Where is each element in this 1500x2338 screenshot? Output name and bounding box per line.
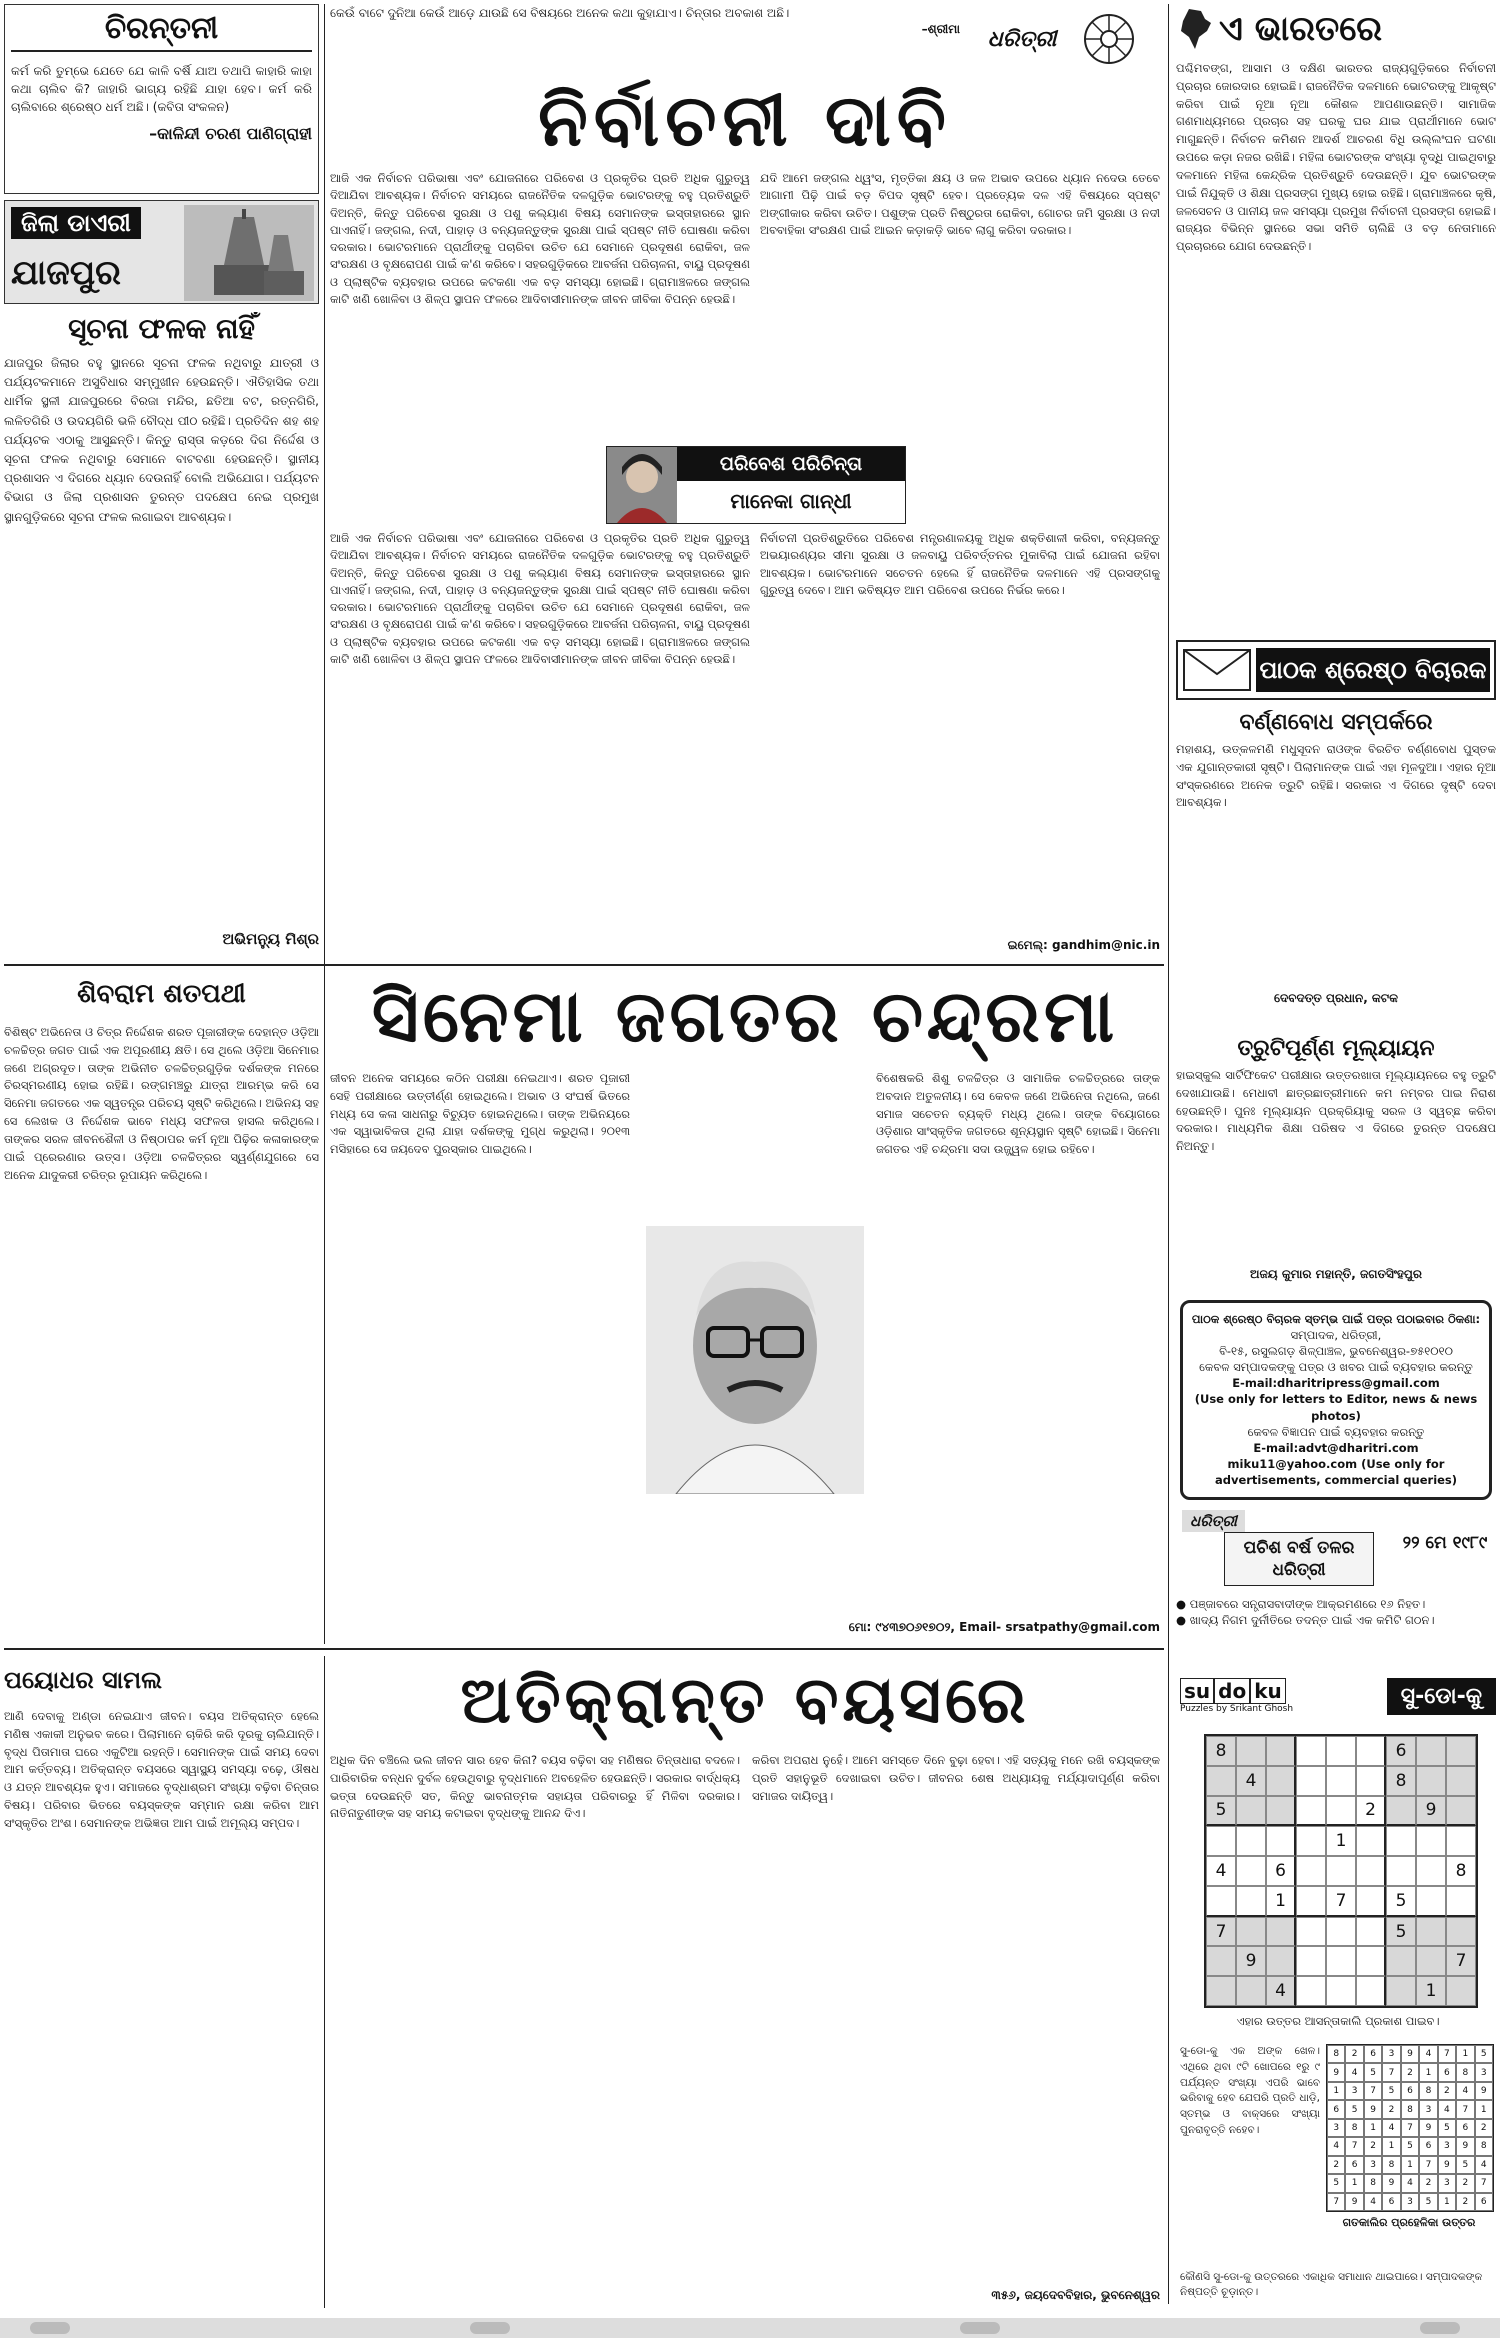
solution-cell: 3 [1475, 2063, 1493, 2081]
archive-date: ୨୨ ମେ ୧୯୮୯ [1402, 1533, 1488, 1553]
sudoku-title: ସୁ-ଡୋ-କୁ [1387, 1678, 1496, 1715]
letter-2 [1176, 1036, 1496, 1296]
address-email-1[interactable]: E-mail:dharitripress@gmail.com [1232, 1376, 1440, 1391]
district-diary-banner [4, 200, 319, 304]
sudoku-cell[interactable]: 1 [1326, 1826, 1356, 1856]
sudoku-cell[interactable] [1446, 1917, 1476, 1947]
sudoku-instructions-text: ସୁ-ଡୋ-କୁ ଏକ ଅଙ୍କ ଖେଳ। ଏଥିରେ ଥିବା ୯ଟି ଖୋପରେ ୧ରୁ ୯ ପର୍ଯ୍ୟନ୍ତ ସଂଖ୍ୟା ଏପରି ଭାବେ ଭରିବାକୁ ହେବ ଯେପରି ପ୍ରତି ଧାଡ଼ି, ସ୍ତମ୍ଭ ଓ ବାକ୍ସରେ ସଂଖ୍ୟା ପୁନରାବୃତ୍ତି ନହେବ। [1180, 2045, 1320, 2136]
sudoku-logo-part-1: su [1180, 1678, 1214, 1704]
sudoku-solution [1326, 2044, 1492, 2244]
solution-cell: 3 [1401, 2193, 1419, 2211]
sudoku-cell[interactable] [1326, 1796, 1356, 1827]
old-age-body-right [752, 1752, 1160, 2282]
sudoku-cell[interactable] [1416, 1766, 1446, 1796]
letter-1 [1176, 710, 1496, 1030]
solution-cell: 9 [1401, 2045, 1419, 2063]
sudoku-cell[interactable]: 1 [1266, 1886, 1296, 1917]
solution-cell: 4 [1327, 2137, 1345, 2155]
solution-cell: 1 [1456, 2045, 1474, 2063]
solution-cell: 6 [1475, 2193, 1493, 2211]
sudoku-cell[interactable] [1266, 1736, 1296, 1766]
archive-label: ପଚିଶ ବର୍ଷ ତଳର ଧରିତ୍ରୀ [1224, 1532, 1374, 1586]
old-age-text-right: କରିବା ଅପରାଧ ନୁହେଁ। ଆମେ ସମସ୍ତେ ଦିନେ ବୁଢ଼ା ହେବା। ଏହି ସତ୍ୟକୁ ମନେ ରଖି ବୟସ୍କଙ୍କ ପ୍ରତି ସହାନୁଭୂତି ଦେଖାଇବା ଉଚିତ। ଜୀବନର ଶେଷ ଅଧ୍ୟାୟକୁ ମର୍ଯ୍ୟାଦାପୂର୍ଣ୍ଣ କରିବା ସମାଜର ଦାୟିତ୍ୱ। [752, 1753, 1160, 1803]
address-ad-note: କେବଳ ବିଜ୍ଞାପନ ପାଇଁ ବ୍ୟବହାର କରନ୍ତୁ [1247, 1424, 1425, 1439]
letter-1-byline: ଦେବଦତ୍ତ ପ୍ରଧାନ, କଟକ [1274, 991, 1398, 1005]
solution-cell: 6 [1456, 2119, 1474, 2137]
sudoku-cell[interactable] [1206, 1976, 1236, 2006]
lead-body-bottom-left [330, 530, 750, 950]
old-age-byline: ୩୫୬, ଜୟଦେବବିହାର, ଭୁବନେଶ୍ୱର [991, 2288, 1160, 2302]
lead-text-bottom-left: ଆଜି ଏକ ନିର୍ବାଚନ ପରିଭାଷା ଏବଂ ଯୋଜନାରେ ପରିବେଶ ଓ ପ୍ରକୃତିର ପ୍ରତି ଅଧିକ ଗୁରୁତ୍ୱ ଦିଆଯିବା ଆବଶ୍ୟକ। ନିର୍ବାଚନ ସମୟରେ ରାଜନୈତିକ ଦଳଗୁଡ଼ିକ ଭୋଟରଙ୍କୁ ବହୁ ପ୍ରତିଶ୍ରୁତି ଦିଅନ୍ତି, କିନ୍ତୁ ପରିବେଶ ସୁରକ୍ଷା ଓ ପଶୁ କଲ୍ୟାଣ ବିଷୟ ସେମାନଙ୍କ ଇସ୍ତାହାରରେ ସ୍ଥାନ ପାଏନାହିଁ। ଜଙ୍ଗଲ, ନଦୀ, ପାହାଡ଼ ଓ ବନ୍ୟଜନ୍ତୁଙ୍କ ସୁରକ୍ଷା ପାଇଁ ସ୍ପଷ୍ଟ ନୀତି ଘୋଷଣା କରିବା ଦରକାର। ଭୋଟରମାନେ ପ୍ରାର୍ଥୀଙ୍କୁ ପଚାରିବା ଉଚିତ ଯେ ସେମାନେ ପ୍ରଦୂଷଣ ରୋକିବା, ଜଳ ସଂରକ୍ଷଣ ଓ ବୃକ୍ଷରୋପଣ ପାଇଁ କ'ଣ କରିବେ। ସହରଗୁଡ଼ିକରେ ଆବର୍ଜନା ପରିଚାଳନା, ବାୟୁ ପ୍ରଦୂଷଣ ଓ ପ୍ଲାଷ୍ଟିକ ବ୍ୟବହାର ଉପରେ କଟକଣା ଏକ ବଡ଼ ସମସ୍ୟା ହୋଇଛି। ଗ୍ରାମାଞ୍ଚଳରେ ଜଙ୍ଗଲ କାଟି ଖଣି ଖୋଳିବା ଓ ଶିଳ୍ପ ସ୍ଥାପନ ଫଳରେ ଆଦିବାସୀମାନଙ୍କ ଜୀବନ ଜୀବିକା ବିପନ୍ନ ହେଉଛି। [330, 531, 750, 666]
old-age-body-mid [330, 1752, 740, 2308]
sudoku-cell[interactable] [1356, 1976, 1386, 2006]
sudoku-cell[interactable] [1266, 1826, 1296, 1856]
solution-cell: 5 [1401, 2137, 1419, 2155]
sudoku-cell[interactable] [1356, 1736, 1386, 1766]
old-age-author: ପୟୋଧର ସାମଲ [4, 1666, 162, 1694]
solution-cell: 9 [1475, 2082, 1493, 2100]
archive-item-1: ● ପଞ୍ଜାବରେ ସନ୍ତ୍ରାସବାଦୀଙ୍କ ଆକ୍ରମଣରେ ୧୬ ନିହତ। [1176, 1597, 1426, 1611]
sudoku-cell[interactable] [1236, 1856, 1266, 1886]
solution-cell: 9 [1419, 2119, 1437, 2137]
solution-cell: 3 [1327, 2119, 1345, 2137]
solution-cell: 9 [1438, 2156, 1456, 2174]
address-email-3[interactable]: miku11@yahoo.com (Use only for advertisements, commercial queries) [1214, 1456, 1458, 1487]
sudoku-cell[interactable]: 1 [1416, 1976, 1446, 2006]
address-line-1: ସମ୍ପାଦକ, ଧରିତ୍ରୀ, [1290, 1328, 1382, 1343]
solution-cell: 8 [1382, 2156, 1400, 2174]
solution-cell: 3 [1382, 2045, 1400, 2063]
column-name: ପରିବେଶ ପରିଚିନ୍ତା [677, 447, 905, 481]
sudoku-cell[interactable] [1236, 1976, 1266, 2006]
sudoku-cell[interactable]: 8 [1386, 1766, 1416, 1796]
sudoku-cell[interactable] [1446, 1826, 1476, 1856]
solution-cell: 3 [1438, 2174, 1456, 2192]
sudoku-cell[interactable]: 9 [1416, 1796, 1446, 1827]
sudoku-cell[interactable] [1386, 1976, 1416, 2006]
sudoku-cell[interactable] [1296, 1766, 1326, 1796]
sudoku-cell[interactable] [1296, 1917, 1326, 1947]
sudoku-cell[interactable] [1296, 1976, 1326, 2006]
divider-left [324, 4, 325, 1644]
solution-cell: 7 [1401, 2119, 1419, 2137]
sudoku-solution-label: ଗତକାଲିର ପ୍ରହେଳିକା ଉତ୍ତର [1342, 2216, 1476, 2229]
scrollbar-thumb-right[interactable] [1420, 2322, 1460, 2334]
horizontal-scrollbar[interactable] [0, 2318, 1500, 2338]
sudoku-cell[interactable] [1416, 1736, 1446, 1766]
sudoku-cell[interactable]: 5 [1386, 1917, 1416, 1947]
old-age-text-left: ଆଣି ଦେବାକୁ ଅଣ୍ଡା ନେଇଯାଏ ଜୀବନ। ବୟସ ଅତିକ୍ରାନ୍ତ ହେଲେ ମଣିଷ ଏକାକୀ ଅନୁଭବ କରେ। ପିଲାମାନେ ଚାକିରି କରି ଦୂରକୁ ଚାଲିଯାନ୍ତି। ବୃଦ୍ଧ ପିତାମାତା ଘରେ ଏକୁଟିଆ ରହନ୍ତି। ସେମାନଙ୍କ ପାଇଁ ସମୟ ଦେବା ଆମ କର୍ତ୍ତବ୍ୟ। ଅତିକ୍ରାନ୍ତ ବୟସରେ ସ୍ୱାସ୍ଥ୍ୟ ସମସ୍ୟା ବଢ଼େ, ଔଷଧ ଓ ଯତ୍ନ ଆବଶ୍ୟକ ହୁଏ। ସମାଜରେ ବୃଦ୍ଧାଶ୍ରମ ସଂଖ୍ୟା ବଢ଼ିବା ଚିନ୍ତାର ବିଷୟ। ପରିବାର ଭିତରେ ବୟସ୍କଙ୍କ ସମ୍ମାନ ରକ୍ଷା କରିବା ଆମ ସଂସ୍କୃତିର ଅଂଶ। ସେମାନଙ୍କ ଅଭିଜ୍ଞତା ଆମ ପାଇଁ ଅମୂଲ୍ୟ ସମ୍ପଦ। [4, 1709, 319, 1830]
india-map-icon [1175, 7, 1215, 51]
sudoku-cell[interactable] [1296, 1796, 1326, 1827]
address-email-note: କେବଳ ସମ୍ପାଦକଙ୍କୁ ପତ୍ର ଓ ଖବର ପାଇଁ ବ୍ୟବହାର କରନ୍ତୁ [1199, 1360, 1473, 1375]
notice-body: ଯାଜପୁର ଜିଲାର ବହୁ ସ୍ଥାନରେ ସୂଚନା ଫଳକ ନଥିବାରୁ ଯାତ୍ରୀ ଓ ପର୍ଯ୍ୟଟକମାନେ ଅସୁବିଧାର ସମ୍ମୁଖୀନ ହେଉଛନ୍ତି। ଐତିହାସିକ ତଥା ଧାର୍ମିକ ସ୍ଥଳୀ ଯାଜପୁରରେ ବିରଜା ମନ୍ଦିର, ଛତିଆ ବଟ, ରତ୍ନଗିରି, ଲଳିତଗିରି ଓ ଉଦୟଗିରି ଭଳି ବୌଦ୍ଧ ପୀଠ ରହିଛି। ପ୍ରତିଦିନ ଶହ ଶହ ପର୍ଯ୍ୟଟକ ଏଠାକୁ ଆସୁଛନ୍ତି। କିନ୍ତୁ ରାସ୍ତା କଡ଼ରେ ଦିଗ ନିର୍ଦ୍ଦେଶ ଓ ସୂଚନା ଫଳକ ନଥିବାରୁ ସେମାନେ ବାଟବଣା ହେଉଛନ୍ତି। ସ୍ଥାନୀୟ ପ୍ରଶାସନ ଏ ଦିଗରେ ଧ୍ୟାନ ଦେଉନାହିଁ ବୋଲି ଅଭିଯୋଗ। ପର୍ଯ୍ୟଟନ ବିଭାଗ ଓ ଜିଲା ପ୍ରଶାସନ ତୁରନ୍ତ ପଦକ୍ଷେପ ନେଇ ପ୍ରମୁଖ ସ୍ଥାନଗୁଡ଼ିକରେ ସୂଚନା ଫଳକ ଲଗାଇବା ଆବଶ୍ୟକ। [4, 356, 319, 524]
sudoku-cell[interactable] [1446, 1886, 1476, 1917]
divider-h-1 [4, 964, 1164, 966]
sudoku-cell[interactable] [1356, 1886, 1386, 1917]
sudoku-cell[interactable] [1386, 1946, 1416, 1976]
sudoku-cell[interactable] [1356, 1917, 1386, 1947]
solution-cell: 2 [1419, 2174, 1437, 2192]
solution-cell: 1 [1401, 2156, 1419, 2174]
sudoku-header [1180, 1668, 1496, 1724]
solution-cell: 3 [1345, 2082, 1363, 2100]
sudoku-cell[interactable] [1206, 1946, 1236, 1976]
sudoku-instructions [1180, 2044, 1320, 2294]
solution-cell: 6 [1364, 2045, 1382, 2063]
sudoku-cell[interactable] [1416, 1946, 1446, 1976]
solution-cell: 5 [1438, 2119, 1456, 2137]
sudoku-cell[interactable] [1236, 1796, 1266, 1827]
sudoku-cell[interactable] [1266, 1917, 1296, 1947]
sudoku-cell[interactable] [1386, 1796, 1416, 1827]
solution-cell: 1 [1419, 2063, 1437, 2081]
lead-email: ଇମେଲ୍: gandhim@nic.in [1007, 938, 1160, 952]
old-age-headline: ଅତିକ୍ରାନ୍ତ ବୟସରେ [460, 1664, 1030, 1738]
diary-label: ଜିଲା ଡାଏରୀ [11, 207, 141, 239]
address-box [1180, 1300, 1492, 1500]
sudoku-cell[interactable] [1326, 1946, 1356, 1976]
sudoku-cell[interactable] [1356, 1826, 1386, 1856]
solution-cell: 5 [1382, 2082, 1400, 2100]
top-quote-author: –ଶ୍ରୀମା [921, 22, 960, 36]
right-column-article [1176, 60, 1496, 630]
sudoku-cell[interactable] [1446, 1736, 1476, 1766]
poem-author: –କାଳିନ୍ଦୀ ଚରଣ ପାଣିଗ୍ରାହୀ [149, 124, 312, 143]
sudoku-cell[interactable] [1446, 1976, 1476, 2006]
address-email-2[interactable]: E-mail:advt@dharitri.com [1253, 1440, 1419, 1455]
divider-old-age [324, 1656, 325, 2308]
solution-cell: 7 [1456, 2100, 1474, 2118]
solution-cell: 5 [1327, 2174, 1345, 2192]
sudoku-cell[interactable] [1236, 1886, 1266, 1917]
sudoku-cell[interactable]: 4 [1206, 1856, 1236, 1886]
sudoku-cell[interactable]: 7 [1326, 1886, 1356, 1917]
solution-cell: 9 [1327, 2063, 1345, 2081]
sudoku-cell[interactable] [1326, 1766, 1356, 1796]
divider-h-2 [4, 1648, 1164, 1650]
notice-byline: ଅଭିମନ୍ୟୁ ମିଶ୍ର [222, 930, 319, 948]
solution-cell: 7 [1364, 2082, 1382, 2100]
sudoku-cell[interactable]: 8 [1206, 1736, 1236, 1766]
sudoku-cell[interactable] [1236, 1826, 1266, 1856]
sudoku-cell[interactable] [1266, 1766, 1296, 1796]
cinema-body-mid [330, 1070, 630, 1640]
sudoku-cell[interactable] [1446, 1796, 1476, 1827]
letter-2-title: ତ୍ରୁଟିପୂର୍ଣ୍ଣ ମୂଲ୍ୟାୟନ [1237, 1036, 1435, 1061]
address-line-2: ବି-୧୫, ରସୁଲଗଡ଼ ଶିଳ୍ପାଞ୍ଚଳ, ଭୁବନେଶ୍ୱର-୭୫୧୦୧୦ [1219, 1344, 1453, 1359]
solution-cell: 6 [1438, 2063, 1456, 2081]
lead-body-right [760, 530, 1160, 930]
sudoku-cell[interactable] [1326, 1917, 1356, 1947]
solution-cell: 1 [1364, 2119, 1382, 2137]
sudoku-logo-part-2: do [1214, 1678, 1250, 1704]
sudoku-cell[interactable]: 7 [1446, 1946, 1476, 1976]
sudoku-cell[interactable]: 7 [1206, 1917, 1236, 1947]
scrollbar-thumb-mid[interactable] [470, 2322, 510, 2334]
sudoku-cell[interactable] [1326, 1976, 1356, 2006]
sudoku-bottom-text: କୌଣସି ସୁ-ଡୋ-କୁ ଉତ୍ତରରେ ଏକାଧିକ ସମାଧାନ ଥାଇପାରେ। ସମ୍ପାଦକଙ୍କ ନିଷ୍ପତ୍ତି ଚୂଡ଼ାନ୍ତ। [1180, 2271, 1483, 2298]
solution-cell: 5 [1364, 2063, 1382, 2081]
solution-cell: 1 [1438, 2193, 1456, 2211]
sudoku-cell[interactable] [1446, 1766, 1476, 1796]
letter-2-byline: ଅଜୟ କୁମାର ମହାନ୍ତି, ଜଗତସିଂହପୁର [1249, 1267, 1422, 1281]
cinema-text-right: ବିଶେଷକରି ଶିଶୁ ଚଳଚ୍ଚିତ୍ର ଓ ସାମାଜିକ ଚଳଚ୍ଚିତ୍ରରେ ତାଙ୍କ ଅବଦାନ ଅତୁଳନୀୟ। ସେ କେବଳ ଜଣେ ଅଭିନେତା ନଥିଲେ, ଜଣେ ସମାଜ ସଚେତନ ବ୍ୟକ୍ତି ମଧ୍ୟ ଥିଲେ। ତାଙ୍କ ବିୟୋଗରେ ଓଡ଼ିଶାର ସାଂସ୍କୃତିକ ଜଗତରେ ଶୂନ୍ୟସ୍ଥାନ ସୃଷ୍ଟି ହୋଇଛି। ସିନେମା ଜଗତର ଏହି ଚନ୍ଦ୍ରମା ସଦା ଉଜ୍ଜ୍ୱଳ ହୋଇ ରହିବେ। [876, 1071, 1160, 1157]
sudoku-cell[interactable]: 6 [1266, 1856, 1296, 1886]
archive-item-2: ● ଖାଦ୍ୟ ନିଗମ ଦୁର୍ନୀତିରେ ତଦନ୍ତ ପାଇଁ ଏକ କମିଟି ଗଠନ। [1176, 1613, 1435, 1628]
sudoku-cell[interactable] [1326, 1736, 1356, 1766]
solution-cell: 5 [1419, 2193, 1437, 2211]
solution-cell: 7 [1382, 2063, 1400, 2081]
solution-cell: 5 [1456, 2156, 1474, 2174]
old-age-body-left [4, 1708, 319, 2310]
solution-cell: 8 [1327, 2045, 1345, 2063]
sudoku-credit: Puzzles by Srikant Ghosh [1180, 1704, 1294, 1714]
solution-cell: 8 [1364, 2174, 1382, 2192]
solution-cell: 6 [1382, 2193, 1400, 2211]
solution-cell: 2 [1475, 2119, 1493, 2137]
sudoku-logo-part-3: ku [1250, 1678, 1286, 1704]
archive-items [1176, 1596, 1496, 1660]
solution-cell: 2 [1456, 2174, 1474, 2192]
old-age-text-mid: ଅଧିକ ଦିନ ବଞ୍ଚିଲେ ଭଲ ଜୀବନ ସାର ହେବ କିନା? ବୟସ ବଢ଼ିବା ସହ ମଣିଷର ଚିନ୍ତାଧାରା ବଦଳେ। ପାରିବାରିକ ବନ୍ଧନ ଦୁର୍ବଳ ହେଉଥିବାରୁ ବୃଦ୍ଧମାନେ ଅବହେଳିତ ହେଉଛନ୍ତି। ସରକାର ବାର୍ଦ୍ଧକ୍ୟ ଭତ୍ତା ଦେଉଛନ୍ତି ସତ, କିନ୍ତୁ ଭାବନାତ୍ମକ ସହାୟତା ପରିବାରରୁ ହିଁ ମିଳିବା ଦରକାର। ନାତିନାତୁଣୀଙ୍କ ସହ ସମୟ କଟାଇବା ବୃଦ୍ଧଙ୍କୁ ଆନନ୍ଦ ଦିଏ। [330, 1753, 740, 1821]
author-photo [607, 447, 677, 523]
sudoku-cell[interactable] [1356, 1856, 1386, 1886]
letter-1-title: ବର୍ଣ୍ଣବୋଧ ସମ୍ପର୍କରେ [1239, 710, 1433, 735]
solution-cell: 7 [1419, 2156, 1437, 2174]
sudoku-cell[interactable] [1296, 1736, 1326, 1766]
sudoku-cell[interactable]: 2 [1356, 1796, 1386, 1827]
solution-cell: 8 [1401, 2100, 1419, 2118]
solution-cell: 5 [1345, 2100, 1363, 2118]
solution-cell: 2 [1438, 2082, 1456, 2100]
solution-cell: 8 [1456, 2063, 1474, 2081]
solution-cell: 5 [1475, 2045, 1493, 2063]
sudoku-cell[interactable] [1296, 1886, 1326, 1917]
solution-cell: 4 [1382, 2119, 1400, 2137]
sudoku-note: ଏହାର ଉତ୍ତର ଆସନ୍ତାକାଲି ପ୍ରକାଶ ପାଇବ। [1236, 2014, 1440, 2028]
letter-1-body: ମହାଶୟ, ଉତ୍କଳମଣି ମଧୁସୂଦନ ରାଓଙ୍କ ବିରଚିତ ବର୍ଣ୍ଣବୋଧ ପୁସ୍ତକ ଏକ ଯୁଗାନ୍ତକାରୀ ସୃଷ୍ଟି। ପିଲାମାନଙ୍କ ପାଇଁ ଏହା ମୂଳଦୁଆ। ଏହାର ନୂଆ ସଂସ୍କରଣରେ ଅନେକ ତ୍ରୁଟି ରହିଛି। ସରକାର ଏ ଦିଗରେ ଦୃଷ୍ଟି ଦେବା ଆବଶ୍ୟକ। [1176, 742, 1496, 810]
solution-cell: 7 [1475, 2174, 1493, 2192]
right-column-logo-text: ଏ ଭାରତରେ [1219, 9, 1383, 49]
solution-cell: 9 [1456, 2137, 1474, 2155]
solution-cell: 4 [1438, 2100, 1456, 2118]
cinema-author: ଶିବରାମ ଶତପଥୀ [77, 979, 246, 1009]
solution-cell: 9 [1364, 2100, 1382, 2118]
top-quote [330, 4, 960, 74]
address-title: ପାଠକ ଶ୍ରେଷ୍ଠ ବିଚାରକ ସ୍ତମ୍ଭ ପାଇଁ ପତ୍ର ପଠାଇବାର ଠିକଣା: [1191, 1312, 1481, 1326]
solution-cell: 3 [1419, 2100, 1437, 2118]
sudoku-cell[interactable] [1236, 1917, 1266, 1947]
solution-cell: 2 [1456, 2193, 1474, 2211]
column-author: ମାନେକା ଗାନ୍ଧୀ [730, 489, 852, 513]
sudoku-cell[interactable] [1236, 1736, 1266, 1766]
letters-banner-title: ପାଠକ ଶ୍ରେଷ୍ଠ ବିଚାରକ [1256, 648, 1490, 692]
cinema-headline: ସିନେମା ଜଗତର ଚନ୍ଦ୍ରମା [371, 974, 1119, 1058]
sudoku-cell[interactable] [1266, 1946, 1296, 1976]
sudoku-cell[interactable] [1386, 1826, 1416, 1856]
sudoku-cell[interactable] [1206, 1886, 1236, 1917]
solution-cell: 4 [1475, 2156, 1493, 2174]
solution-cell: 8 [1419, 2082, 1437, 2100]
top-quote-text: କେଉଁ ବାଟେ ଦୁନିଆ କେଉଁ ଆଡ଼େ ଯାଉଛି ସେ ବିଷୟରେ ଅନେକ କଥା କୁହାଯାଏ। ଚିନ୍ତାର ଅବକାଶ ଅଛି। [330, 6, 790, 20]
scrollbar-thumb-left[interactable] [30, 2322, 70, 2334]
solution-cell: 1 [1327, 2082, 1345, 2100]
sudoku-cell[interactable] [1356, 1946, 1386, 1976]
sudoku-solution-grid [1326, 2044, 1494, 2212]
poem-lines: କର୍ମ କରି ତୁମ୍ଭେ ଯେତେ ଯେ କାଳି ବର୍ଷି ଯାଅ ତଥାପି କାହାରି କାହା କଥା ଚାଲିବ କି? ଜାହାରି ଭାଗ୍ୟ ରହିଛି ଯାହା ହେବ। କର୍ମ କରି ଚାଲିବାରେ ଶ୍ରେଷ୍ଠ ଧର୍ମ ଅଛି। (କବିତା ସଂକଳନ) [11, 64, 312, 114]
solution-cell: 7 [1438, 2045, 1456, 2063]
solution-cell: 9 [1345, 2193, 1363, 2211]
lead-body-mid [760, 170, 1160, 440]
sudoku-cell[interactable] [1296, 1826, 1326, 1856]
solution-cell: 3 [1438, 2137, 1456, 2155]
solution-cell: 2 [1382, 2100, 1400, 2118]
paper-logo-box [975, 4, 1150, 74]
sudoku-grid[interactable] [1204, 1734, 1478, 2008]
right-column-text: ପଶ୍ଚିମବଙ୍ଗ, ଆସାମ ଓ ଦକ୍ଷିଣ ଭାରତର ରାଜ୍ୟଗୁଡ଼ିକରେ ନିର୍ବାଚନୀ ପ୍ରଚାର ଜୋରଦାର ହୋଇଛି। ରାଜନୈତିକ ଦଳମାନେ ଭୋଟରଙ୍କୁ ଆକୃଷ୍ଟ କରିବା ପାଇଁ ନୂଆ ନୂଆ କୌଶଳ ଆପଣାଉଛନ୍ତି। ସାମାଜିକ ଗଣମାଧ୍ୟମରେ ପ୍ରଚାର ସହ ଘରକୁ ଘର ଯାଇ ପ୍ରାର୍ଥୀମାନେ ଭୋଟ ମାଗୁଛନ୍ତି। ନିର୍ବାଚନ କମିଶନ ଆଦର୍ଶ ଆଚରଣ ବିଧି ଉଲ୍ଲଂଘନ ଘଟଣା ଉପରେ କଡ଼ା ନଜର ରଖିଛି। ମହିଳା ଭୋଟରଙ୍କ ସଂଖ୍ୟା ବୃଦ୍ଧି ପାଇଥିବାରୁ ଦଳମାନେ ମହିଳା କେନ୍ଦ୍ରିକ ପ୍ରତିଶ୍ରୁତି ଦେଉଛନ୍ତି। ଯୁବ ଭୋଟରଙ୍କ ପାଇଁ ନିଯୁକ୍ତି ଓ ଶିକ୍ଷା ପ୍ରସଙ୍ଗ ମୁଖ୍ୟ ହୋଇ ରହିଛି। ଗ୍ରାମାଞ୍ଚଳରେ କୃଷି, ଜଳସେଚନ ଓ ପାନୀୟ ଜଳ ସମସ୍ୟା ପ୍ରମୁଖ ନିର୍ବାଚନୀ ପ୍ରସଙ୍ଗ ହୋଇଛି। ରାଜ୍ୟର ବିଭିନ୍ନ ସ୍ଥାନରେ ସଭା ସମିତି ଚାଲିଛି ଓ ବଡ଼ ନେତାମାନେ ପ୍ରଚାରରେ ଯୋଗ ଦେଉଛନ୍ତି। [1176, 61, 1496, 254]
divider-right [1168, 4, 1169, 2304]
sudoku-cell[interactable] [1296, 1946, 1326, 1976]
author-card [606, 446, 906, 524]
right-column-logo [1175, 4, 1496, 54]
solution-cell: 6 [1419, 2137, 1437, 2155]
sudoku-cell[interactable]: 6 [1386, 1736, 1416, 1766]
lead-text-left: ଆଜି ଏକ ନିର୍ବାଚନ ପରିଭାଷା ଏବଂ ଯୋଜନାରେ ପରିବେଶ ଓ ପ୍ରକୃତିର ପ୍ରତି ଅଧିକ ଗୁରୁତ୍ୱ ଦିଆଯିବା ଆବଶ୍ୟକ। ନିର୍ବାଚନ ସମୟରେ ରାଜନୈତିକ ଦଳଗୁଡ଼ିକ ଭୋଟରଙ୍କୁ ବହୁ ପ୍ରତିଶ୍ରୁତି ଦିଅନ୍ତି, କିନ୍ତୁ ପରିବେଶ ସୁରକ୍ଷା ଓ ପଶୁ କଲ୍ୟାଣ ବିଷୟ ସେମାନଙ୍କ ଇସ୍ତାହାରରେ ସ୍ଥାନ ପାଏନାହିଁ। ଜଙ୍ଗଲ, ନଦୀ, ପାହାଡ଼ ଓ ବନ୍ୟଜନ୍ତୁଙ୍କ ସୁରକ୍ଷା ପାଇଁ ସ୍ପଷ୍ଟ ନୀତି ଘୋଷଣା କରିବା ଦରକାର। ଭୋଟରମାନେ ପ୍ରାର୍ଥୀଙ୍କୁ ପଚାରିବା ଉଚିତ ଯେ ସେମାନେ ପ୍ରଦୂଷଣ ରୋକିବା, ଜଳ ସଂରକ୍ଷଣ ଓ ବୃକ୍ଷରୋପଣ ପାଇଁ କ'ଣ କରିବେ। ସହରଗୁଡ଼ିକରେ ଆବର୍ଜନା ପରିଚାଳନା, ବାୟୁ ପ୍ରଦୂଷଣ ଓ ପ୍ଲାଷ୍ଟିକ ବ୍ୟବହାର ଉପରେ କଟକଣା ଏକ ବଡ଼ ସମସ୍ୟା ହୋଇଛି। ଗ୍ରାମାଞ୍ଚଳରେ ଜଙ୍ଗଲ କାଟି ଖଣି ଖୋଳିବା ଓ ଶିଳ୍ପ ସ୍ଥାପନ ଫଳରେ ଆଦିବାସୀମାନଙ୍କ ଜୀବନ ଜୀବିକା ବିପନ୍ନ ହେଉଛି। [330, 171, 750, 306]
notice-article [4, 312, 319, 962]
solution-cell: 1 [1382, 2137, 1400, 2155]
sudoku-cell[interactable] [1416, 1826, 1446, 1856]
solution-cell: 2 [1327, 2156, 1345, 2174]
archive-logo: ଧରିତ୍ରୀ [1182, 1510, 1245, 1532]
solution-cell: 2 [1401, 2063, 1419, 2081]
cinema-body-right [876, 1070, 1160, 1610]
solution-cell: 4 [1364, 2193, 1382, 2211]
solution-cell: 6 [1327, 2100, 1345, 2118]
cinema-body-left [4, 1024, 319, 1640]
sudoku-cell[interactable] [1296, 1856, 1326, 1886]
letter-2-body: ହାଇସ୍କୁଲ ସାର୍ଟିଫିକେଟ ପରୀକ୍ଷାର ଉତ୍ତରଖାତା ମୂଲ୍ୟାୟନରେ ବହୁ ତ୍ରୁଟି ଦେଖାଯାଉଛି। ମେଧାବୀ ଛାତ୍ରଛାତ୍ରୀମାନେ କମ ନମ୍ବର ପାଇ ନିରାଶ ହେଉଛନ୍ତି। ପୁନଃ ମୂଲ୍ୟାୟନ ପ୍ରକ୍ରିୟାକୁ ସରଳ ଓ ସ୍ୱଚ୍ଛ କରିବା ଦରକାର। ମାଧ୍ୟମିକ ଶିକ୍ଷା ପରିଷଦ ଏ ଦିଗରେ ତୁରନ୍ତ ପଦକ୍ଷେପ ନିଅନ୍ତୁ। [1176, 1068, 1496, 1154]
sudoku-cell[interactable]: 8 [1446, 1856, 1476, 1886]
archive-box [1176, 1510, 1496, 1590]
temple-image [184, 205, 314, 301]
solution-cell: 2 [1364, 2137, 1382, 2155]
solution-cell: 8 [1475, 2137, 1493, 2155]
cinema-contact: ମୋ: ୯୪୩୭୦୬୧୭୦୨, Email- srsatpathy@gmail.com [848, 1620, 1160, 1634]
solution-cell: 6 [1401, 2082, 1419, 2100]
sudoku-cell[interactable]: 4 [1266, 1976, 1296, 2006]
solution-cell: 7 [1327, 2193, 1345, 2211]
sudoku-cell[interactable]: 5 [1206, 1796, 1236, 1827]
paper-logo: ଧରିତ୍ରୀ [987, 26, 1057, 52]
solution-cell: 8 [1345, 2119, 1363, 2137]
sudoku-puzzle-grid[interactable] [1204, 1734, 1474, 2004]
sudoku-cell[interactable] [1326, 1856, 1356, 1886]
address-email-1-note: (Use only for letters to Editor, news & news photos) [1194, 1392, 1478, 1423]
district-name: ଯାଜପୁର [11, 253, 121, 293]
sudoku-cell[interactable]: 5 [1386, 1886, 1416, 1917]
paper-emblem-icon [1081, 11, 1137, 67]
solution-cell: 1 [1345, 2174, 1363, 2192]
poem-title: ଚିରନ୍ତନୀ [11, 11, 312, 52]
cinema-text-mid: ଜୀବନ ଅନେକ ସମୟରେ କଠିନ ପରୀକ୍ଷା ନେଇଥାଏ। ଶରତ ପୂଜାରୀ ସେହି ପରୀକ୍ଷାରେ ଉତ୍ତୀର୍ଣ୍ଣ ହୋଇଥିଲେ। ଅଭାବ ଓ ସଂଘର୍ଷ ଭିତରେ ମଧ୍ୟ ସେ କଳା ସାଧନାରୁ ବିଚ୍ୟୁତ ହୋଇନଥିଲେ। ତାଙ୍କ ଅଭିନୟରେ ଏକ ସ୍ୱାଭାବିକତା ଥିଲା ଯାହା ଦର୍ଶକଙ୍କୁ ମୁଗ୍ଧ କରୁଥିଲା। ୨୦୧୩ ମସିହାରେ ସେ ଜୟଦେବ ପୁରସ୍କାର ପାଇଥିଲେ। [330, 1071, 630, 1157]
sudoku-cell[interactable]: 4 [1236, 1766, 1266, 1796]
solution-cell: 7 [1345, 2137, 1363, 2155]
letters-banner [1176, 640, 1496, 700]
poem-box [4, 4, 319, 194]
notice-title: ସୂଚନା ଫଳକ ନାହିଁ [68, 312, 255, 345]
envelope-icon [1182, 646, 1252, 694]
solution-cell: 4 [1419, 2045, 1437, 2063]
solution-cell: 9 [1382, 2174, 1400, 2192]
solution-cell: 6 [1345, 2156, 1363, 2174]
sudoku-cell[interactable] [1386, 1856, 1416, 1886]
sudoku-cell[interactable] [1416, 1917, 1446, 1947]
sudoku-cell[interactable] [1416, 1856, 1446, 1886]
solution-cell: 2 [1345, 2045, 1363, 2063]
scrollbar-thumb-mid-2[interactable] [960, 2322, 1000, 2334]
solution-cell: 3 [1364, 2156, 1382, 2174]
solution-cell: 4 [1345, 2063, 1363, 2081]
sudoku-cell[interactable] [1266, 1796, 1296, 1827]
sudoku-cell[interactable] [1206, 1766, 1236, 1796]
cinema-photo [646, 1226, 864, 1494]
sudoku-cell[interactable] [1206, 1826, 1236, 1856]
solution-cell: 4 [1456, 2082, 1474, 2100]
lead-headline: ନିର୍ବାଚନୀ ଦାବି [538, 78, 952, 162]
sudoku-cell[interactable] [1356, 1766, 1386, 1796]
lead-text-right: ନିର୍ବାଚନୀ ପ୍ରତିଶ୍ରୁତିରେ ପରିବେଶ ମନ୍ତ୍ରଣାଳୟକୁ ଅଧିକ ଶକ୍ତିଶାଳୀ କରିବା, ବନ୍ୟଜନ୍ତୁ ଅଭୟାରଣ୍ୟର ସୀମା ସୁରକ୍ଷା ଓ ଜଳବାୟୁ ପରିବର୍ତ୍ତନର ମୁକାବିଲା ପାଇଁ ଯୋଜନା ରହିବା ଆବଶ୍ୟକ। ଭୋଟରମାନେ ସଚେତନ ହେଲେ ହିଁ ରାଜନୈତିକ ଦଳମାନେ ଏହି ପ୍ରସଙ୍ଗକୁ ଗୁରୁତ୍ୱ ଦେବେ। ଆମ ଭବିଷ୍ୟତ ଆମ ପରିବେଶ ଉପରେ ନିର୍ଭର କରେ। [760, 531, 1160, 597]
sudoku-logo [1180, 1678, 1293, 1714]
solution-cell: 4 [1401, 2174, 1419, 2192]
sudoku-cell[interactable] [1416, 1886, 1446, 1917]
lead-text-mid: ଯଦି ଆମେ ଜଙ୍ଗଲ ଧ୍ୱଂସ, ମୃତ୍ତିକା କ୍ଷୟ ଓ ଜଳ ଅଭାବ ଉପରେ ଧ୍ୟାନ ନଦେଉ ତେବେ ଆଗାମୀ ପିଢ଼ି ପାଇଁ ବଡ଼ ବିପଦ ସୃଷ୍ଟି ହେବ। ପ୍ରତ୍ୟେକ ଦଳ ଏହି ବିଷୟରେ ସ୍ପଷ୍ଟ ଅଙ୍ଗୀକାର କରିବା ଉଚିତ। ପଶୁଙ୍କ ପ୍ରତି ନିଷ୍ଠୁରତା ରୋକିବା, ଗୋଚର ଜମି ସୁରକ୍ଷା ଓ ନଦୀ ଅବବାହିକା ସଂରକ୍ଷଣ ପାଇଁ ଆଇନ କଡ଼ାକଡ଼ି ଭାବେ ଲାଗୁ କରିବା ଦରକାର। [760, 171, 1160, 237]
solution-cell: 1 [1475, 2100, 1493, 2118]
sudoku-cell[interactable]: 9 [1236, 1946, 1266, 1976]
cinema-text-left: ବିଶିଷ୍ଟ ଅଭିନେତା ଓ ଚିତ୍ର ନିର୍ଦ୍ଦେଶକ ଶରତ ପୂଜାରୀଙ୍କ ଦେହାନ୍ତ ଓଡ଼ିଆ ଚଳଚ୍ଚିତ୍ର ଜଗତ ପାଇଁ ଏକ ଅପୂରଣୀୟ କ୍ଷତି। ସେ ଥିଲେ ଓଡ଼ିଆ ସିନେମାର ଜଣେ ଅଗ୍ରଦୂତ। ତାଙ୍କ ଅଭିନୀତ ଚଳଚ୍ଚିତ୍ରଗୁଡ଼ିକ ଦର୍ଶକଙ୍କ ମନରେ ଚିରସ୍ମରଣୀୟ ହୋଇ ରହିଛି। ରଙ୍ଗମଞ୍ଚରୁ ଯାତ୍ରା ଆରମ୍ଭ କରି ସେ ସିନେମା ଜଗତରେ ଏକ ସ୍ୱତନ୍ତ୍ର ପରିଚୟ ସୃଷ୍ଟି କରିଥିଲେ। ଅଭିନୟ ସହ ସେ ଲେଖକ ଓ ନିର୍ଦ୍ଦେଶକ ଭାବେ ମଧ୍ୟ ସଫଳତା ହାସଲ କରିଥିଲେ। ତାଙ୍କର ସରଳ ଜୀବନଶୈଳୀ ଓ ନିଷ୍ଠାପର କର୍ମ ନୂଆ ପିଢ଼ିର କଳାକାରଙ୍କ ପାଇଁ ପ୍ରେରଣାର ଉତ୍ସ। ଓଡ଼ିଆ ଚଳଚ୍ଚିତ୍ରର ସ୍ୱର୍ଣ୍ଣଯୁଗରେ ସେ ଅନେକ ଯାଦୁକରୀ ଚରିତ୍ର ରୂପାୟନ କରିଥିଲେ। [4, 1025, 319, 1182]
